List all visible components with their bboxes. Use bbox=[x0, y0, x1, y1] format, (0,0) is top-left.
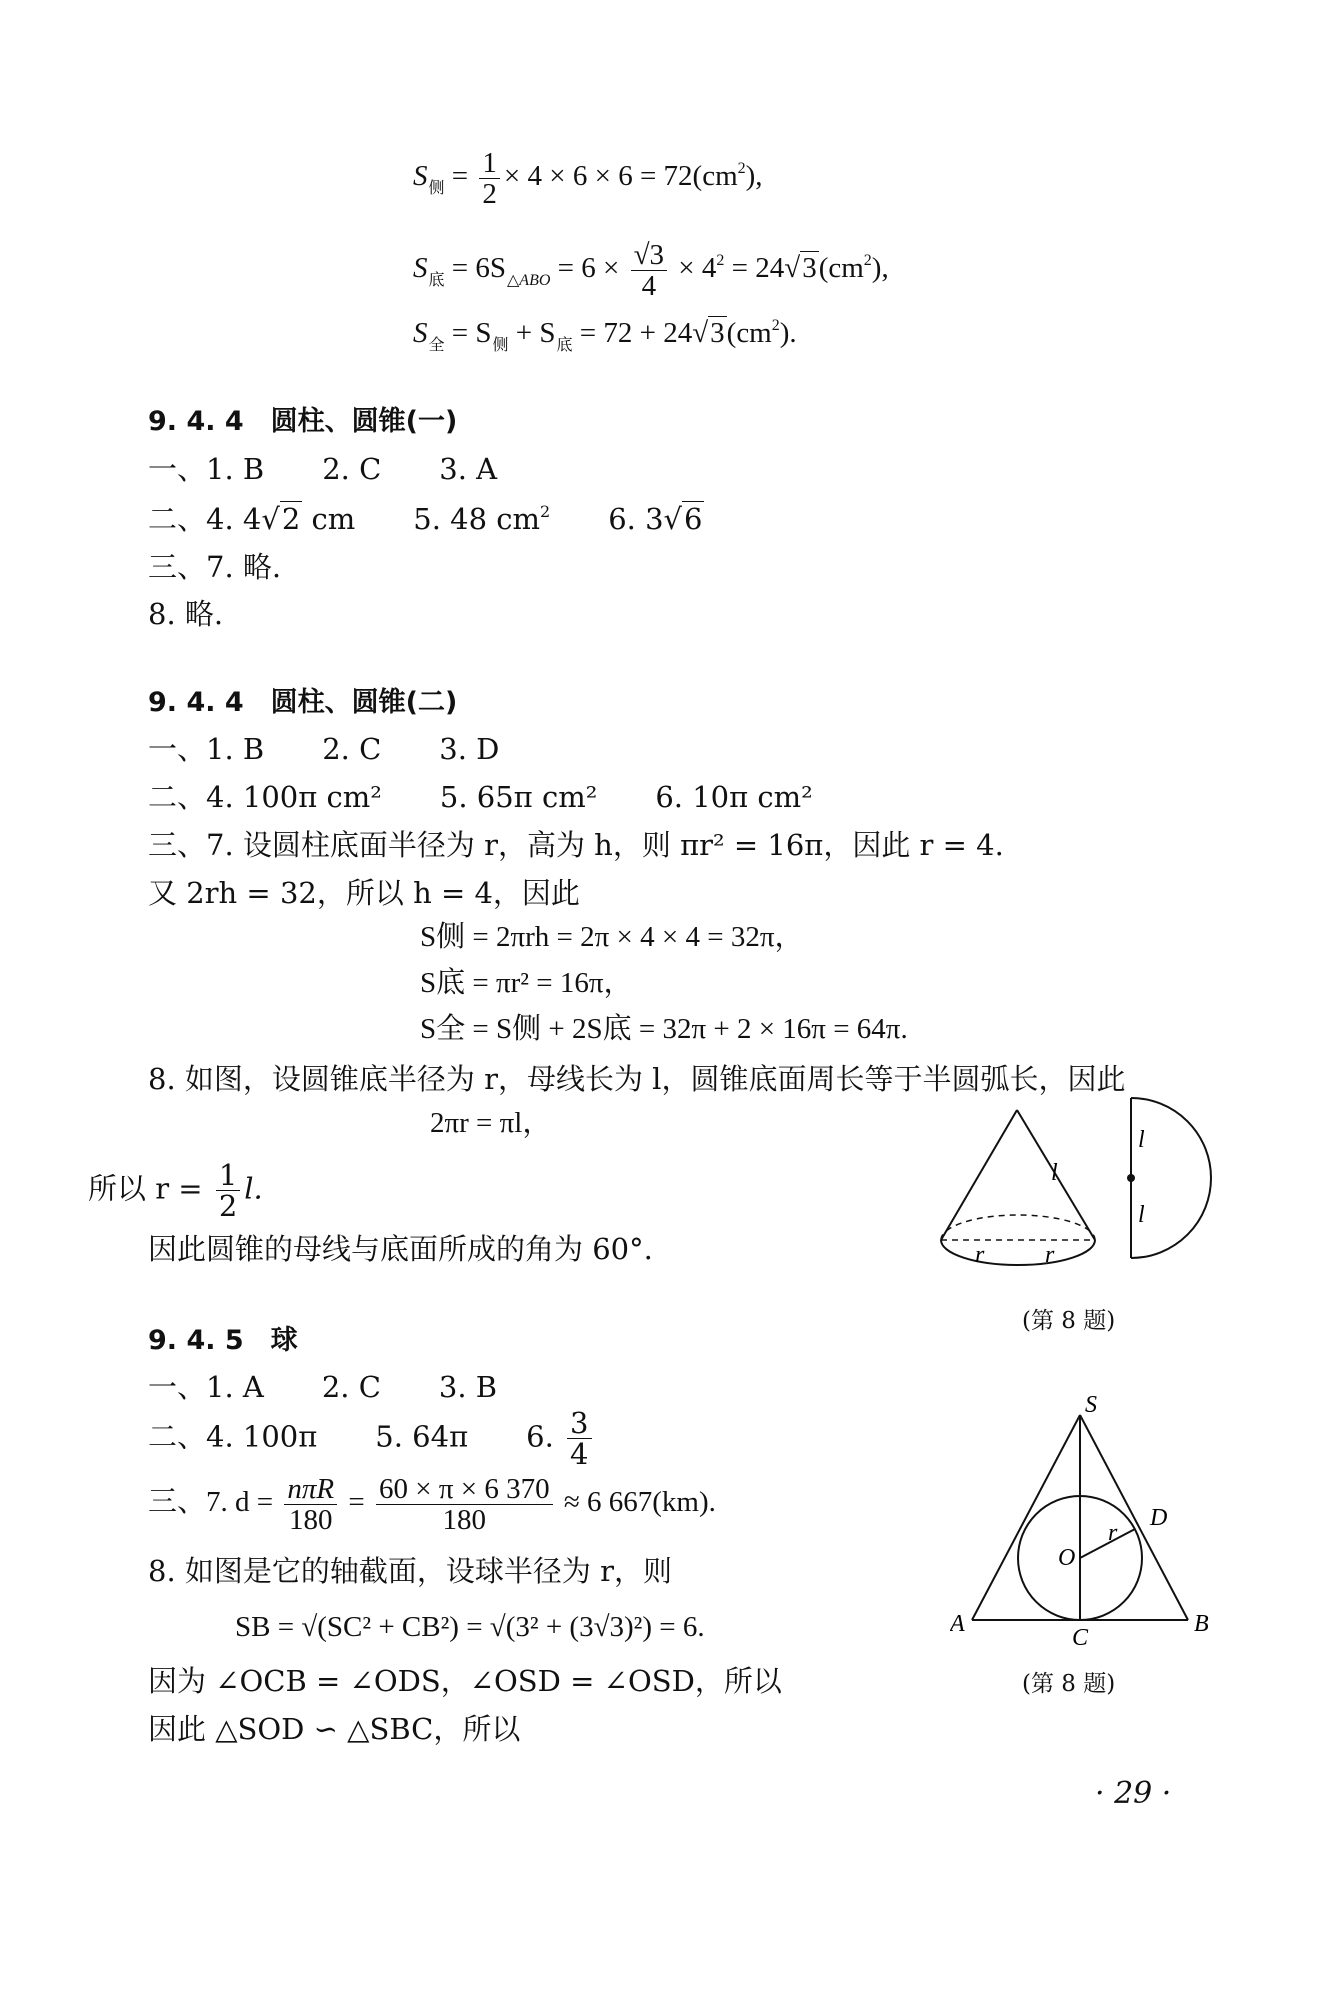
answer-line: 一、1. B 2. C 3. D bbox=[148, 732, 500, 766]
cone-base-back bbox=[941, 1215, 1095, 1240]
fraction: $\frac{1}{2}$ bbox=[216, 1160, 240, 1221]
label-r-right: r bbox=[1045, 1242, 1055, 1268]
figure-caption: (第 8 题) bbox=[1022, 1308, 1116, 1334]
fraction: $\frac{3}{4}$ bbox=[567, 1408, 591, 1469]
formula-line: S底 = πr² = 16π， bbox=[420, 967, 633, 999]
fraction: $\frac{\text{nπR}}{180}$ bbox=[284, 1474, 337, 1535]
answer-line: 三、7. 设圆柱底面半径为 r，高为 h，则 πr² = 16π，因此 r = 4. bbox=[148, 828, 1004, 862]
cone-left-edge bbox=[941, 1110, 1017, 1240]
answer-line: 二、4. 100π 5. 64π 6. $\frac{3}{4}$ bbox=[148, 1408, 596, 1469]
label-r: r bbox=[1108, 1520, 1118, 1546]
formula-line: SB = √(SC² + CB²) = √(3² + (3√3)²) = 6. bbox=[235, 1611, 705, 1643]
answer-line: 三、7. 略. bbox=[148, 550, 282, 584]
figure-caption: (第 8 题) bbox=[1022, 1671, 1116, 1697]
answer-line: 又 2rh = 32，所以 h = 4，因此 bbox=[148, 876, 580, 910]
answer-line: 8. 略. bbox=[148, 597, 224, 631]
answer-line: 所以 r = $\frac{1}{2}$ l. bbox=[88, 1158, 263, 1223]
label-l: l bbox=[1051, 1160, 1058, 1186]
label-r-left: r bbox=[975, 1242, 985, 1268]
answer-line: 二、4. 100π cm² 5. 65π cm² 6. 10π cm² bbox=[148, 780, 813, 814]
section-title: 9. 4. 5 球 bbox=[148, 1325, 298, 1356]
formula-line: S全 = S侧 + 2S底 = 32π + 2 × 16π = 64π. bbox=[420, 1013, 908, 1045]
label-o: O bbox=[1058, 1545, 1076, 1571]
fraction: $\frac{60 \times \pi \times 6 370}{180}$ bbox=[376, 1474, 553, 1535]
answer-line: 一、1. B 2. C 3. A bbox=[148, 452, 498, 486]
cone-figure bbox=[935, 1090, 1235, 1295]
answer-line: 三、7. d = $\frac{\text{nπR}}{180}$ = $\frac{60 \times \pi \times 6 370}{180}$ ≈ 6 667(km). bbox=[148, 1473, 716, 1536]
sphere-figure bbox=[950, 1395, 1235, 1655]
midpoint-dot bbox=[1127, 1174, 1135, 1182]
semicircle-arc bbox=[1131, 1098, 1211, 1258]
fraction: $\frac{√3}{4}$ bbox=[631, 240, 667, 301]
formula-line: 2πr = πl， bbox=[430, 1107, 552, 1139]
answer-line: 二、4. 4√2 cm 5. 48 $cm^2$ 6. 3√6 bbox=[148, 502, 703, 536]
page-number: · 29 · bbox=[1095, 1776, 1172, 1811]
formula-line: S侧 = 2πrh = 2π × 4 × 4 = 32π， bbox=[420, 921, 804, 953]
label-l-top: l bbox=[1138, 1127, 1145, 1153]
label-d: D bbox=[1150, 1505, 1168, 1531]
answer-line: 因此圆锥的母线与底面所成的角为 60°. bbox=[148, 1232, 653, 1266]
section-title: 9. 4. 4 圆柱、圆锥(二) bbox=[148, 687, 458, 718]
section-title: 9. 4. 4 圆柱、圆锥(一) bbox=[148, 406, 458, 437]
answer-line: 因此 △SOD ∽ △SBC，所以 bbox=[148, 1712, 521, 1746]
label-s: S bbox=[1085, 1395, 1097, 1418]
label-l-bottom: l bbox=[1138, 1202, 1145, 1228]
fraction: $\frac{1}{2}$ bbox=[479, 148, 500, 209]
answer-line: 一、1. A 2. C 3. B bbox=[148, 1370, 498, 1404]
formula-s-total: $S_全 = S_侧 + S_底 = 72 + 24√3(cm^2)$. bbox=[413, 317, 797, 354]
formula-s-side: $S_侧$ = $\frac{1}{2}$ × $4 \times 6 \times 6 = 72(cm^2)$, bbox=[413, 147, 763, 210]
cone-base-front bbox=[941, 1240, 1095, 1265]
formula-s-base: $S_底 = 6S_{\triangle ABO} = 6$ × $\frac{√3}{4}$ × $4^2 = 24√3(cm^2)$, bbox=[413, 239, 889, 302]
label-a: A bbox=[950, 1611, 965, 1637]
label-c: C bbox=[1072, 1625, 1089, 1651]
label-b: B bbox=[1194, 1611, 1209, 1637]
answer-line: 8. 如图，设圆锥底半径为 r，母线长为 l，圆锥底面周长等于半圆弧长，因此 bbox=[148, 1062, 1126, 1096]
answer-line: 8. 如图是它的轴截面，设球半径为 r，则 bbox=[148, 1554, 672, 1588]
answer-line: 因为 ∠OCB = ∠ODS，∠OSD = ∠OSD，所以 bbox=[148, 1664, 782, 1698]
